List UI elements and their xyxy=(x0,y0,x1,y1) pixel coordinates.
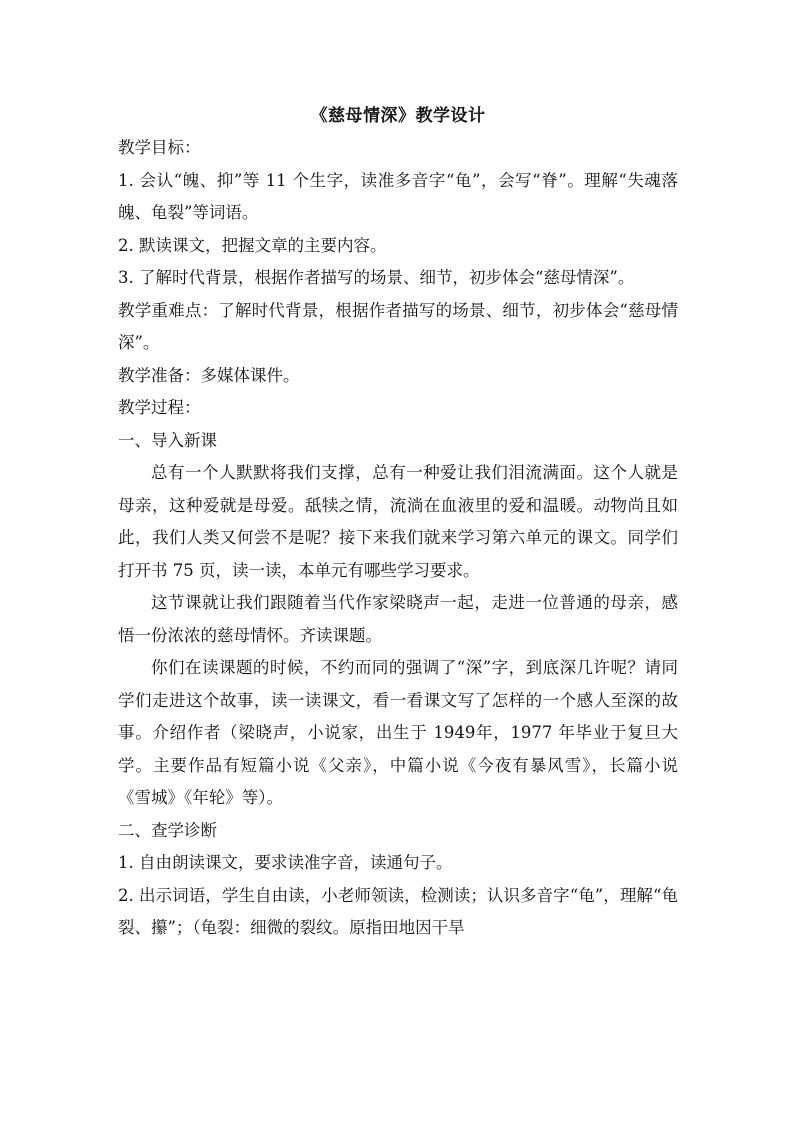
paragraph: 总有一个人默默将我们支撑，总有一种爱让我们泪流满面。这个人就是母亲，这种爱就是母爱。舐犊之情，流淌在血液里的爱和温暖。动物尚且如此，我们人类又何尝不是呢？接下来我们就来学习第六单元的课文。同学们打开书 75 页，读一读，本单元有哪些学习要求。 xyxy=(118,463,678,580)
paragraph: 2. 出示词语，学生自由读，小老师领读，检测读；认识多音字“龟”，理解“龟裂、攥”；（龟裂：细微的裂纹。原指田地因干旱 xyxy=(118,885,678,937)
paragraph: 1. 会认“魄、抑”等 11 个生字，读准多音字“龟”，会写“脊”。理解“失魂落魄、龟裂”等词语。 xyxy=(118,170,678,222)
document-page xyxy=(118,100,678,945)
paragraph: 3. 了解时代背景，根据作者描写的场景、细节，初步体会“慈母情深”。 xyxy=(118,268,635,287)
paragraph: 教学目标： xyxy=(118,138,201,157)
paragraph: 这节课就让我们跟随着当代作家梁晓声一起，走进一位普通的母亲，感悟一份浓浓的慈母情怀。齐读课题。 xyxy=(118,593,678,645)
paragraph: 教学过程： xyxy=(118,398,201,417)
document-body xyxy=(118,132,678,945)
paragraph: 1. 自由朗读课文，要求读准字音，读通句子。 xyxy=(118,853,453,872)
document-title: 《慈母情深》教学设计 xyxy=(310,106,486,126)
paragraph: 教学准备：多媒体课件。 xyxy=(118,365,300,385)
paragraph: 你们在读课题的时候，不约而同的强调了“深”字，到底深几许呢？请同学们走进这个故事，读一读课文，看一看课文写了怎样的一个感人至深的故事。介绍作者（梁晓声，小说家，出生于 1949年，1977 年毕业于复旦大学。主要作品有短篇小说《父亲》，中篇小说《今夜有暴风雪》，长篇小说《雪城》《年轮》等）。 xyxy=(118,658,678,807)
paragraph: 2. 默读课文，把握文章的主要内容。 xyxy=(118,235,387,255)
paragraph: 一、导入新课 xyxy=(118,430,217,450)
paragraph: 教学重难点：了解时代背景，根据作者描写的场景、细节，初步体会“慈母情深”。 xyxy=(118,300,678,352)
paragraph: 二、查学诊断 xyxy=(118,820,217,840)
